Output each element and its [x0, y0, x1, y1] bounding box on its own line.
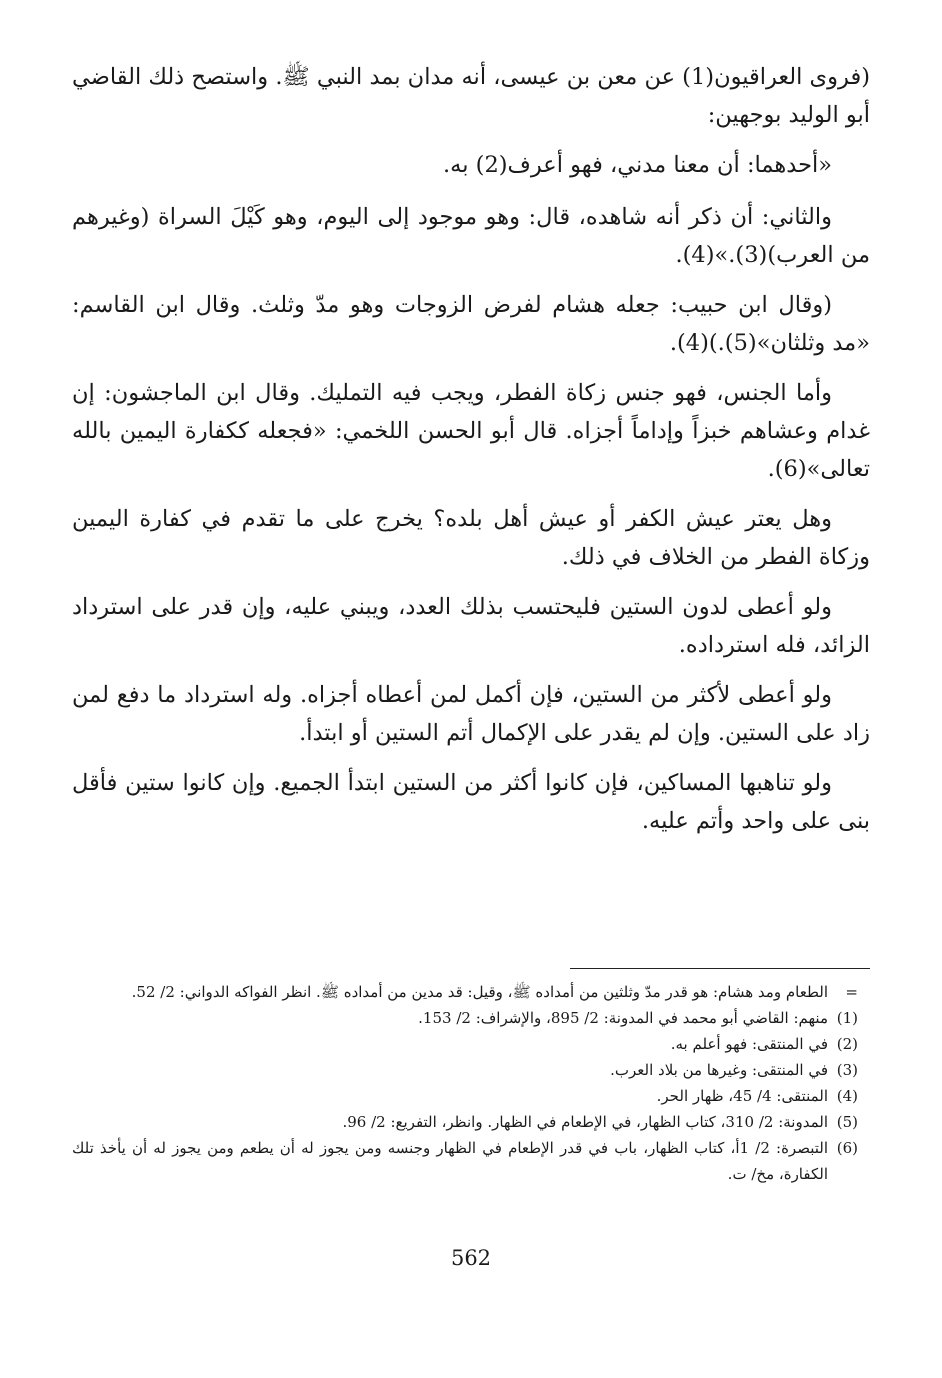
page-number: 562 [450, 1246, 492, 1270]
footnote-item [72, 1135, 870, 1187]
paragraph-6: وهل يعتر عيش الكفر أو عيش أهل بلده؟ يخرج على ما تقدم في كفارة اليمين وزكاة الفطر من الخلاف في ذلك. [72, 506, 870, 570]
footnote-item [72, 1083, 870, 1109]
footnote-number: (3) [836, 1061, 858, 1079]
footnote-text: منهم: القاضي أبو محمد في المدونة: 2/ 895، والإشراف: 2/ 153. [418, 1009, 828, 1027]
footnote-text: المدونة: 2/ 310، كتاب الظهار، في الإطعام في الظهار. وانظر، التفريع: 2/ 96. [342, 1113, 828, 1131]
footnote-divider [570, 968, 870, 969]
main-text [72, 58, 870, 852]
footnote-text: المنتقى: 4/ 45، ظهار الحر. [656, 1087, 828, 1105]
footnotes-section [72, 968, 870, 1187]
footnote-item [72, 1005, 870, 1031]
footnote-number: = [845, 983, 858, 1001]
paragraph-5: وأما الجنس، فهو جنس زكاة الفطر، ويجب فيه التمليك. وقال ابن الماجشون: إن غدام وعشاهم خبزاً وإداماً أجزاه. قال أبو الحسن اللخمي: «فجعله ككفارة اليمين بالله تعالى»(6). [72, 380, 870, 482]
footnote-number: (6) [836, 1139, 858, 1157]
footnote-item [72, 1109, 870, 1135]
paragraph-2: «أحدهما: أن معنا مدني، فهو أعرف(2) به. [443, 152, 832, 178]
footnote-item [72, 979, 870, 1005]
footnote-item [72, 1057, 870, 1083]
footnote-number: (1) [836, 1009, 858, 1027]
footnote-text: في المنتقى: فهو أعلم به. [670, 1035, 828, 1053]
footnote-item [72, 1031, 870, 1057]
paragraph-3: والثاني: أن ذكر أنه شاهده، قال: وهو موجود إلى اليوم، وهو كَيْلَ السراة (وغيرهم من العرب)(3).»(4). [72, 204, 870, 268]
paragraph-1: (فروى العراقيون(1) عن معن بن عيسى، أنه مدان بمد النبي ﷺ. واستصح ذلك القاضي أبو الوليد بوجهين: [72, 64, 870, 128]
footnote-text: في المنتقى: وغيرها من بلاد العرب. [610, 1061, 828, 1079]
footnote-number: (4) [836, 1087, 858, 1105]
paragraph-9: ولو تناهبها المساكين، فإن كانوا أكثر من الستين ابتدأ الجميع. وإن كانوا ستين فأقل بنى على واحد وأتم عليه. [72, 770, 870, 834]
footnote-text: التبصرة: 2/ 1أ، كتاب الظهار، باب في قدر الإطعام في الظهار وجنسه ومن يجوز له أن يطعم ومن يجوز له أن يأخذ تلك الكفارة، مخ/ ت. [72, 1139, 828, 1183]
paragraph-8: ولو أعطى لأكثر من الستين، فإن أكمل لمن أعطاه أجزاه. وله استرداد ما دفع لمن زاد على الستين. وإن لم يقدر على الإكمال أتم الستين أو ابتدأ. [72, 682, 870, 746]
footnote-text: الطعام ومد هشام: هو قدر مدّ وثلثين من أمداده ﷺ، وقيل: قد مدين من أمداده ﷺ. انظر الفواكه الدواني: 2/ 52. [131, 983, 828, 1001]
paragraph-7: ولو أعطى لدون الستين فليحتسب بذلك العدد، ويبني عليه، وإن قدر على استرداد الزائد، فله استرداده. [72, 594, 870, 658]
footnote-number: (5) [836, 1113, 858, 1131]
paragraph-4: (وقال ابن حبيب: جعله هشام لفرض الزوجات وهو مدّ وثلث. وقال ابن القاسم: «مد وثلثان»(5).)(4). [72, 292, 870, 356]
footnote-number: (2) [836, 1035, 858, 1053]
